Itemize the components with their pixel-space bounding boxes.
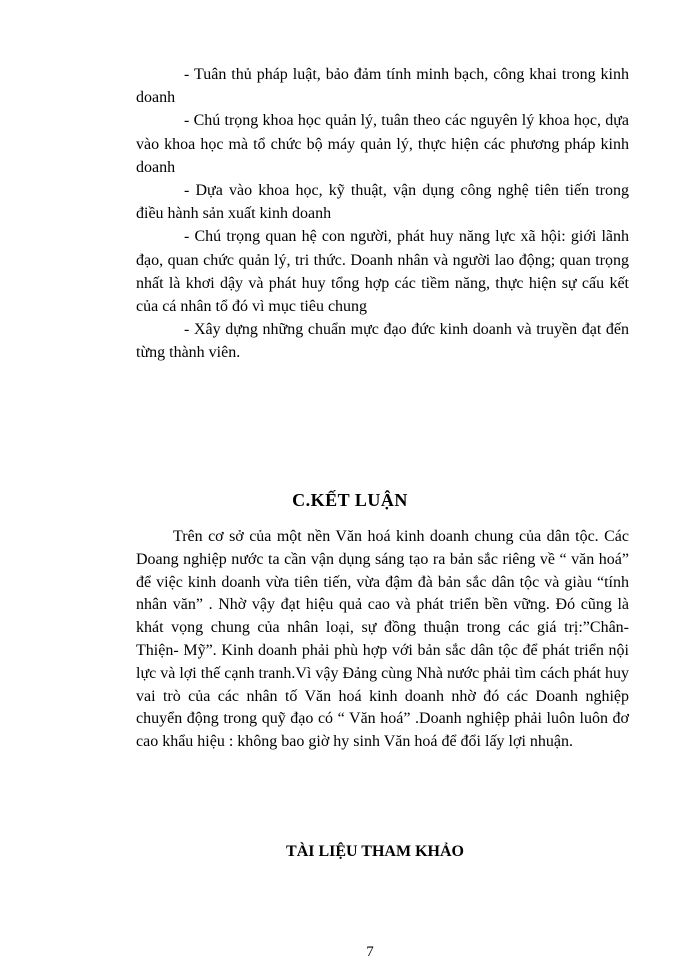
principle-item: - Tuân thủ pháp luật, bảo đảm tính minh bạch, công khai trong kinh doanh	[136, 66, 629, 107]
conclusion-heading: C.KẾT LUẬN	[292, 490, 408, 510]
page-number: 7	[366, 944, 374, 960]
principle-item: - Chú trọng khoa học quản lý, tuân theo các nguyên lý khoa học, dựa vào khoa học mà tổ chức bộ máy quản lý, thực hiện các phương pháp kinh doanh	[136, 112, 629, 176]
principle-item: - Dựa vào khoa học, kỹ thuật, vận dụng công nghệ tiên tiến trong điều hành sản xuất kinh doanh	[136, 182, 629, 223]
principle-item: - Chú trọng quan hệ con người, phát huy năng lực xã hội: giới lãnh đạo, quan chức quản lý, tri thức. Doanh nhân và người lao động; quan trọng nhất là khơi dậy và phát huy tổng hợp các tiềm năng, thực hiện sự cấu kết của cá nhân tổ đó vì mục tiêu chung	[136, 228, 629, 316]
conclusion-paragraph: Trên cơ sở của một nền Văn hoá kinh doanh chung của dân tộc. Các Doang nghiệp nước ta cần vận dụng sáng tạo ra bản sắc riêng về “ văn hoá” để việc kinh doanh vừa tiên tiến, vừa đậm đà bản sắc dân tộc và giàu “tính nhân văn” . Nhờ vậy đạt hiệu quả cao và phát triển bền vững. Đó cũng là khát vọng chung của nhân loại, sự đồng thuận trong các giá trị:”Chân- Thiện- Mỹ”. Kinh doanh phải phù hợp với bản sắc dân tộc để phát triển nội lực và lợi thế cạnh tranh.Vì vậy Đảng cùng Nhà nước phải tìm cách phát huy vai trò của các nhân tố Văn hoá kinh doanh nhờ đó các Doanh nghiệp chuyển động trong quỹ đạo có “ Văn hoá” .Doanh nghiệp phải luôn luôn đơ cao khẩu hiệu : không bao giờ hy sinh Văn hoá để đổi lấy lợi nhuận.	[136, 528, 629, 751]
references-heading: TÀI LIỆU THAM KHẢO	[286, 843, 464, 860]
principles-list	[136, 63, 629, 365]
principle-item: - Xây dựng những chuẩn mực đạo đức kinh doanh và truyền đạt đến từng thành viên.	[136, 321, 629, 362]
